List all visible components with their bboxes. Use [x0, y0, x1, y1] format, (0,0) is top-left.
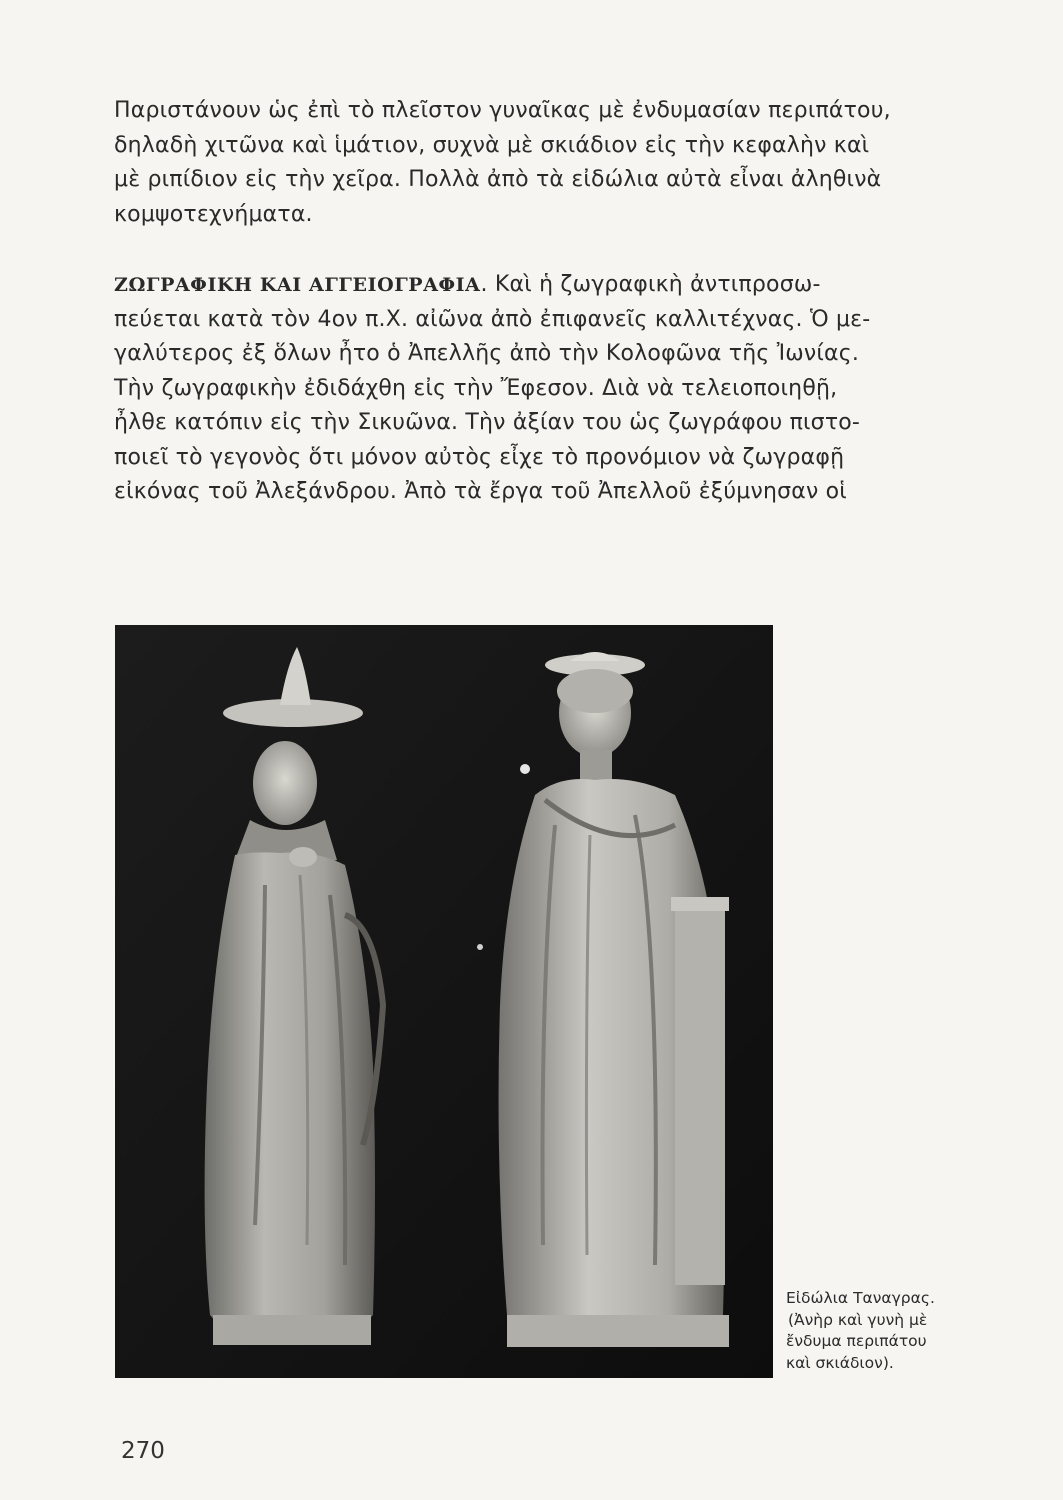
caption-line: ἔνδυμα περιπάτου	[786, 1332, 927, 1350]
figurines-photo	[115, 625, 773, 1378]
text-line: ποιεῖ τὸ γεγονὸς ὅτι μόνον αὐτὸς εἶχε τὸ προνόμιον νὰ ζωγραφῇ	[114, 444, 845, 470]
text-line: δηλαδὴ χιτῶνα καὶ ἱμάτιον, συχνὰ μὲ σκιάδιον εἰς τὴν κεφαλὴν καὶ	[114, 132, 870, 158]
section-heading: ΖΩΓΡΑΦΙΚΗ ΚΑΙ ΑΓΓΕΙΟΓΡΑΦΙΑ	[114, 274, 481, 296]
text-line-with-heading	[114, 268, 976, 303]
text-line-continuation: . Καὶ ἡ ζωγραφικὴ ἀντιπροσω-	[480, 272, 821, 297]
text-line: γαλύτερος ἐξ ὅλων ἦτο ὁ Ἀπελλῆς ἀπὸ τὴν Κολοφῶνα τῆς Ἰωνίας.	[114, 341, 860, 366]
page-number: 270	[121, 1438, 165, 1464]
figure-caption	[786, 1288, 986, 1374]
caption-line: (Ἀνὴρ καὶ γυνὴ μὲ	[788, 1310, 928, 1329]
text-line: κομψοτεχνήματα.	[114, 201, 313, 227]
text-line: Τὴν ζωγραφικὴν ἐδιδάχθη εἰς τὴν Ἔφεσον. Διὰ νὰ τελειοποιηθῇ,	[114, 375, 838, 401]
text-line: Παριστάνουν ὡς ἐπὶ τὸ πλεῖστον γυναῖκας μὲ ἐνδυμασίαν περιπάτου,	[114, 98, 891, 123]
paragraph-1	[114, 94, 976, 232]
text-line: μὲ ριπίδιον εἰς τὴν χεῖρα. Πολλὰ ἀπὸ τὰ εἰδώλια αὐτὰ εἶναι ἀληθινὰ	[114, 167, 882, 192]
text-line: πεύεται κατὰ τὸν 4ον π.Χ. αἰῶνα ἀπὸ ἐπιφανεῖς καλλιτέχνας. Ὁ με-	[114, 306, 871, 332]
paragraph-2	[114, 268, 976, 510]
caption-line: Εἰδώλια Ταναγρας.	[786, 1289, 935, 1307]
text-line: ἦλθε κατόπιν εἰς τὴν Σικυῶνα. Τὴν ἀξίαν του ὡς ζωγράφου πιστο-	[114, 410, 861, 435]
text-line: εἰκόνας τοῦ Ἀλεξάνδρου. Ἀπὸ τὰ ἔργα τοῦ Ἀπελλοῦ ἐξύμνησαν οἱ	[114, 479, 847, 504]
tanagra-figurines-image	[115, 625, 773, 1378]
caption-line: καὶ σκιάδιον).	[786, 1353, 894, 1372]
